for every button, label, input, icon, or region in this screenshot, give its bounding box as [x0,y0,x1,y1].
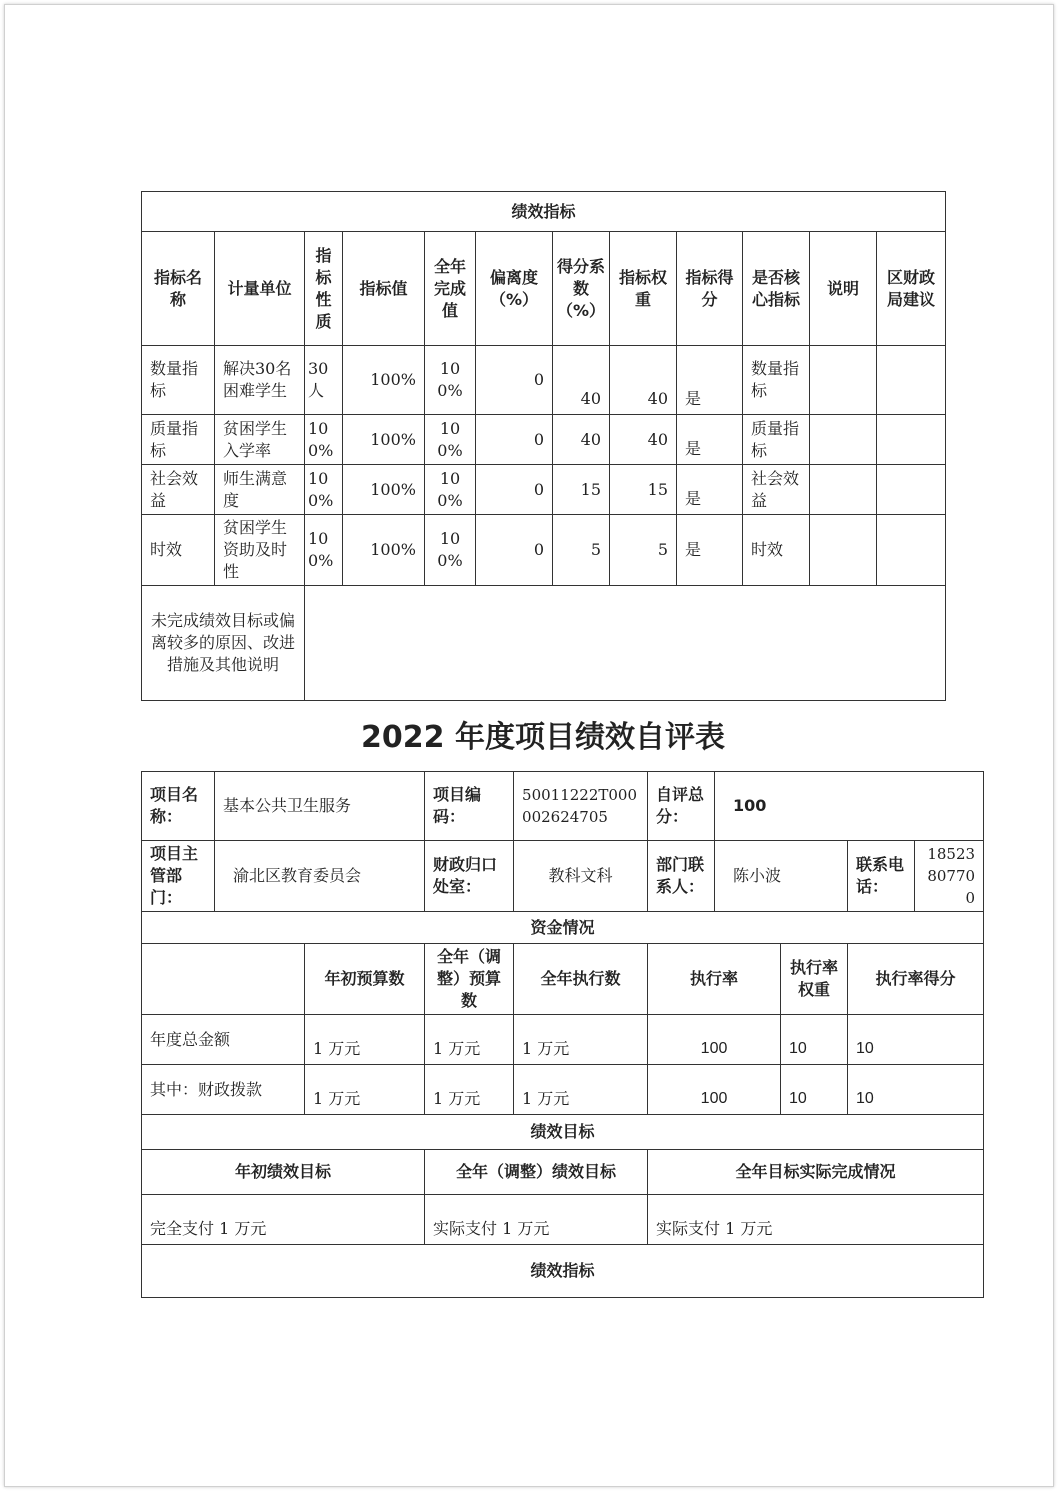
indicator-suggest [877,465,946,515]
indicator-value: 100% [343,515,425,586]
funds-row-label: 年度总金额 [142,1015,305,1065]
indicator-deviation: 0 [476,465,553,515]
funds-budget: 1 万元 [305,1015,425,1065]
indicator-core: 是 [677,415,743,465]
header-remark: 说明 [810,232,877,346]
funds-header-rate: 执行率 [648,944,781,1015]
indicator-note [810,515,877,586]
total-score: 100 [715,772,984,841]
indicator-remark: 社会效益 [743,465,810,515]
phone-number: 18523807700 [915,841,984,912]
indicator-remark: 数量指标 [743,346,810,415]
header-done: 全年完成值 [425,232,476,346]
dept: 渝北区教育委员会 [215,841,425,912]
table-row [142,1015,984,1065]
indicator-remark: 时效 [743,515,810,586]
indicator-done: 100% [425,415,476,465]
indicator-nature: 100% [305,465,343,515]
funds-executed: 1 万元 [514,1015,648,1065]
indicator-suggest [877,415,946,465]
goals-header-actual: 全年目标实际完成情况 [648,1150,984,1195]
header-score: 指标得分 [677,232,743,346]
header-suggest: 区财政局建议 [877,232,946,346]
indicator-name: 时效 [142,515,215,586]
indicator-unit: 贫困学生入学率 [215,415,305,465]
header-unit: 计量单位 [215,232,305,346]
goals-header-initial: 年初绩效目标 [142,1150,425,1195]
indicator-unit: 贫困学生资助及时性 [215,515,305,586]
indicator-core: 是 [677,515,743,586]
indicators-section-title-2: 绩效指标 [142,1245,984,1298]
header-value: 指标值 [343,232,425,346]
header-coef: 得分系数（%） [553,232,610,346]
indicator-coef: 15 [553,465,610,515]
indicators-section-title: 绩效指标 [142,192,946,232]
finance-label: 财政归口处室： [425,841,514,912]
funds-rate: 100 [648,1015,781,1065]
funds-weight: 10 [781,1065,848,1115]
indicator-suggest [877,515,946,586]
funds-score: 10 [848,1065,984,1115]
indicator-nature: 100% [305,415,343,465]
indicator-done: 100% [425,515,476,586]
indicator-done: 100% [425,465,476,515]
project-name: 基本公共卫生服务 [215,772,425,841]
indicator-deviation: 0 [476,515,553,586]
indicator-name: 数量指标 [142,346,215,415]
indicator-deviation: 0 [476,415,553,465]
funds-header-executed: 全年执行数 [514,944,648,1015]
indicator-nature: 100% [305,515,343,586]
indicator-weight: 5 [610,515,677,586]
contact-person: 陈小波 [715,841,848,912]
dept-label: 项目主管部门： [142,841,215,912]
contact-label: 部门联系人： [648,841,715,912]
funds-weight: 10 [781,1015,848,1065]
table-row [142,1065,984,1115]
goals-header-adjusted: 全年（调整）绩效目标 [425,1150,648,1195]
funds-score: 10 [848,1015,984,1065]
indicator-note [810,346,877,415]
indicator-nature: 30人 [305,346,343,415]
project-code-label: 项目编码： [425,772,514,841]
indicator-core: 是 [677,465,743,515]
indicator-name: 质量指标 [142,415,215,465]
funds-adjusted: 1 万元 [425,1015,514,1065]
funds-budget: 1 万元 [305,1065,425,1115]
funds-header-weight: 执行率权重 [781,944,848,1015]
indicator-done: 100% [425,346,476,415]
indicator-weight: 40 [610,415,677,465]
goal-actual: 实际支付 1 万元 [648,1195,984,1245]
funds-row-label: 其中：财政拨款 [142,1065,305,1115]
indicator-weight: 40 [610,346,677,415]
header-deviation: 偏离度（%） [476,232,553,346]
funds-header-blank [142,944,305,1015]
indicator-value: 100% [343,346,425,415]
indicator-coef: 40 [553,415,610,465]
indicator-note [810,465,877,515]
indicator-suggest [877,346,946,415]
funds-adjusted: 1 万元 [425,1065,514,1115]
header-weight: 指标权重 [610,232,677,346]
funds-section-title: 资金情况 [142,912,984,944]
note-value [305,586,946,701]
header-indicator-name: 指标名称 [142,232,215,346]
header-nature: 指标性质 [305,232,343,346]
evaluation-table [141,771,984,1298]
funds-header-adjusted: 全年（调整）预算数 [425,944,514,1015]
indicators-table [141,191,946,701]
indicator-unit: 解决30名困难学生 [215,346,305,415]
funds-header-budget: 年初预算数 [305,944,425,1015]
project-name-label: 项目名称： [142,772,215,841]
table-row [142,346,946,415]
funds-rate: 100 [648,1065,781,1115]
project-code: 50011222T000002624705 [514,772,648,841]
indicator-note [810,415,877,465]
funds-header-score: 执行率得分 [848,944,984,1015]
indicator-value: 100% [343,465,425,515]
table-row [142,515,946,586]
indicator-unit: 师生满意度 [215,465,305,515]
header-core: 是否核心指标 [743,232,810,346]
goals-section-title: 绩效目标 [142,1115,984,1150]
indicator-deviation: 0 [476,346,553,415]
indicator-name: 社会效益 [142,465,215,515]
funds-executed: 1 万元 [514,1065,648,1115]
indicator-core: 是 [677,346,743,415]
indicator-value: 100% [343,415,425,465]
goal-initial: 完全支付 1 万元 [142,1195,425,1245]
goal-adjusted: 实际支付 1 万元 [425,1195,648,1245]
indicator-weight: 15 [610,465,677,515]
note-label: 未完成绩效目标或偏离较多的原因、改进措施及其他说明 [142,586,305,701]
table-row [142,465,946,515]
score-label: 自评总分： [648,772,715,841]
indicator-remark: 质量指标 [743,415,810,465]
page-title: 2022 年度项目绩效自评表 [361,720,725,755]
finance-office: 教科文科 [514,841,648,912]
indicator-coef: 5 [553,515,610,586]
phone-label: 联系电话： [848,841,915,912]
table-row [142,415,946,465]
indicator-coef: 40 [553,346,610,415]
